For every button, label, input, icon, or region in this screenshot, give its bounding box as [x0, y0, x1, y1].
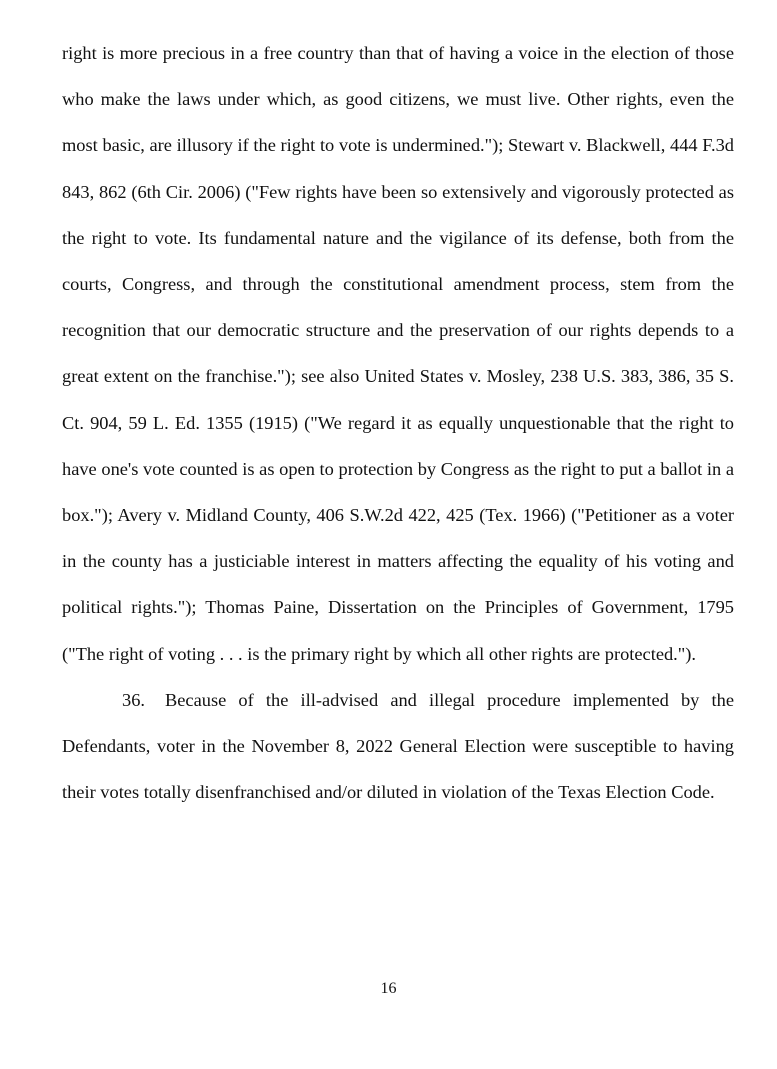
- paragraph-continuation: right is more precious in a free country than that of having a voice in the election of those who make the laws under which, as good citizens, we must live. Other rights, even the most basic, are illusory if the right to vote is undermined."); Stewart v. Blackwell, 444 F.3d 843, 862 (6th Cir. 2006) ("Few rights have been so extensively and vigorously protected as the right to vote. Its fundamental nature and the vigilance of its defense, both from the courts, Congress, and through the constitutional amendment process, stem from the recognition that our democratic structure and the preservation of our rights depends to a great extent on the franchise."); see also United States v. Mosley, 238 U.S. 383, 386, 35 S. Ct. 904, 59 L. Ed. 1355 (1915) ("We regard it as equally unquestionable that the right to have one's vote counted is as open to protection by Congress as the right to put a ballot in a box."); Avery v. Midland County, 406 S.W.2d 422, 425 (Tex. 1966) ("Petitioner as a voter in the county has a justiciable interest in matters affecting the equality of his voting and political rights."); Thomas Paine, Dissertation on the Principles of Government, 1795 ("The right of voting . . . is the primary right by which all other rights are protected.").: [62, 43, 734, 664]
- paragraph-36-text: Because of the ill-advised and illegal procedure implemented by the Defendants, voter in the November 8, 2022 General Election were susceptible to having their votes totally disenfranchised and/or diluted in violation of the Texas Election Code.: [62, 689, 734, 803]
- paragraph-36: [62, 677, 734, 816]
- body-text: [62, 30, 734, 815]
- paragraph-number: 36.: [122, 689, 145, 710]
- page-number: 16: [380, 980, 397, 997]
